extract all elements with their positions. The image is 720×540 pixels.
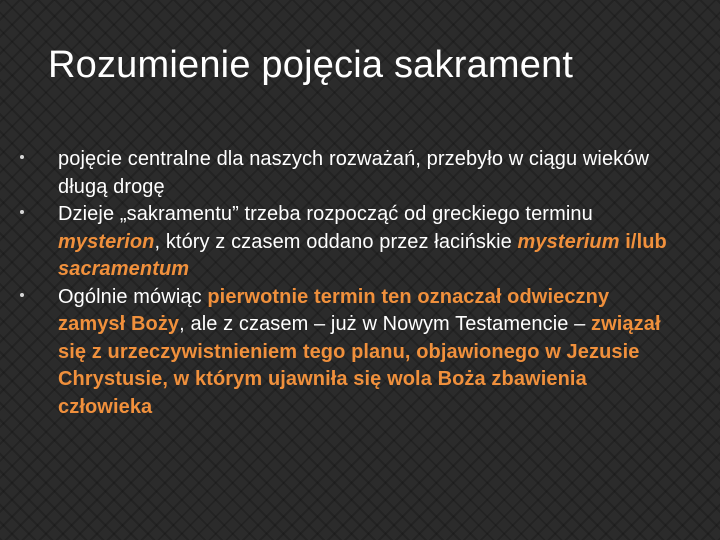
bullet-item <box>20 201 680 284</box>
text-run-emphasis: i/lub <box>619 230 667 253</box>
text-run-emphasis: mysterium <box>517 230 620 253</box>
text-run: , który z czasem oddano przez łacińskie <box>154 230 518 253</box>
bullet-dot-icon <box>20 155 24 159</box>
text-run-emphasis: mysterion <box>58 230 155 253</box>
bullet-list <box>20 146 680 421</box>
bullet-text <box>58 148 649 198</box>
text-run: pojęcie centralne dla naszych rozważań, przebyło w ciągu wieków długą drogę <box>58 148 650 198</box>
bullet-dot-icon <box>20 210 24 214</box>
text-run: , ale z czasem – już w Nowym Testamencie – <box>179 313 592 335</box>
bullet-item <box>20 284 680 422</box>
bullet-text <box>58 286 661 418</box>
bullet-text <box>58 203 667 280</box>
bullet-dot-icon <box>20 293 24 297</box>
slide-title: Rozumienie pojęcia sakrament <box>48 44 574 86</box>
bullet-item <box>20 146 680 201</box>
text-run: Ogólnie mówiąc <box>58 285 208 308</box>
text-run-emphasis: związał się z urzeczywistnieniem tego planu, objawionego w Jezusie Chrystusie, w którym ujawniła się wola Boża zbawienia człowieka <box>58 313 661 418</box>
text-run-emphasis: sacramentum <box>58 258 190 280</box>
text-run-emphasis: pierwotnie termin ten oznaczał odwieczny zamysł Boży <box>58 285 610 335</box>
text-run: Dzieje „sakramentu” trzeba rozpocząć od greckiego terminu <box>58 203 593 225</box>
